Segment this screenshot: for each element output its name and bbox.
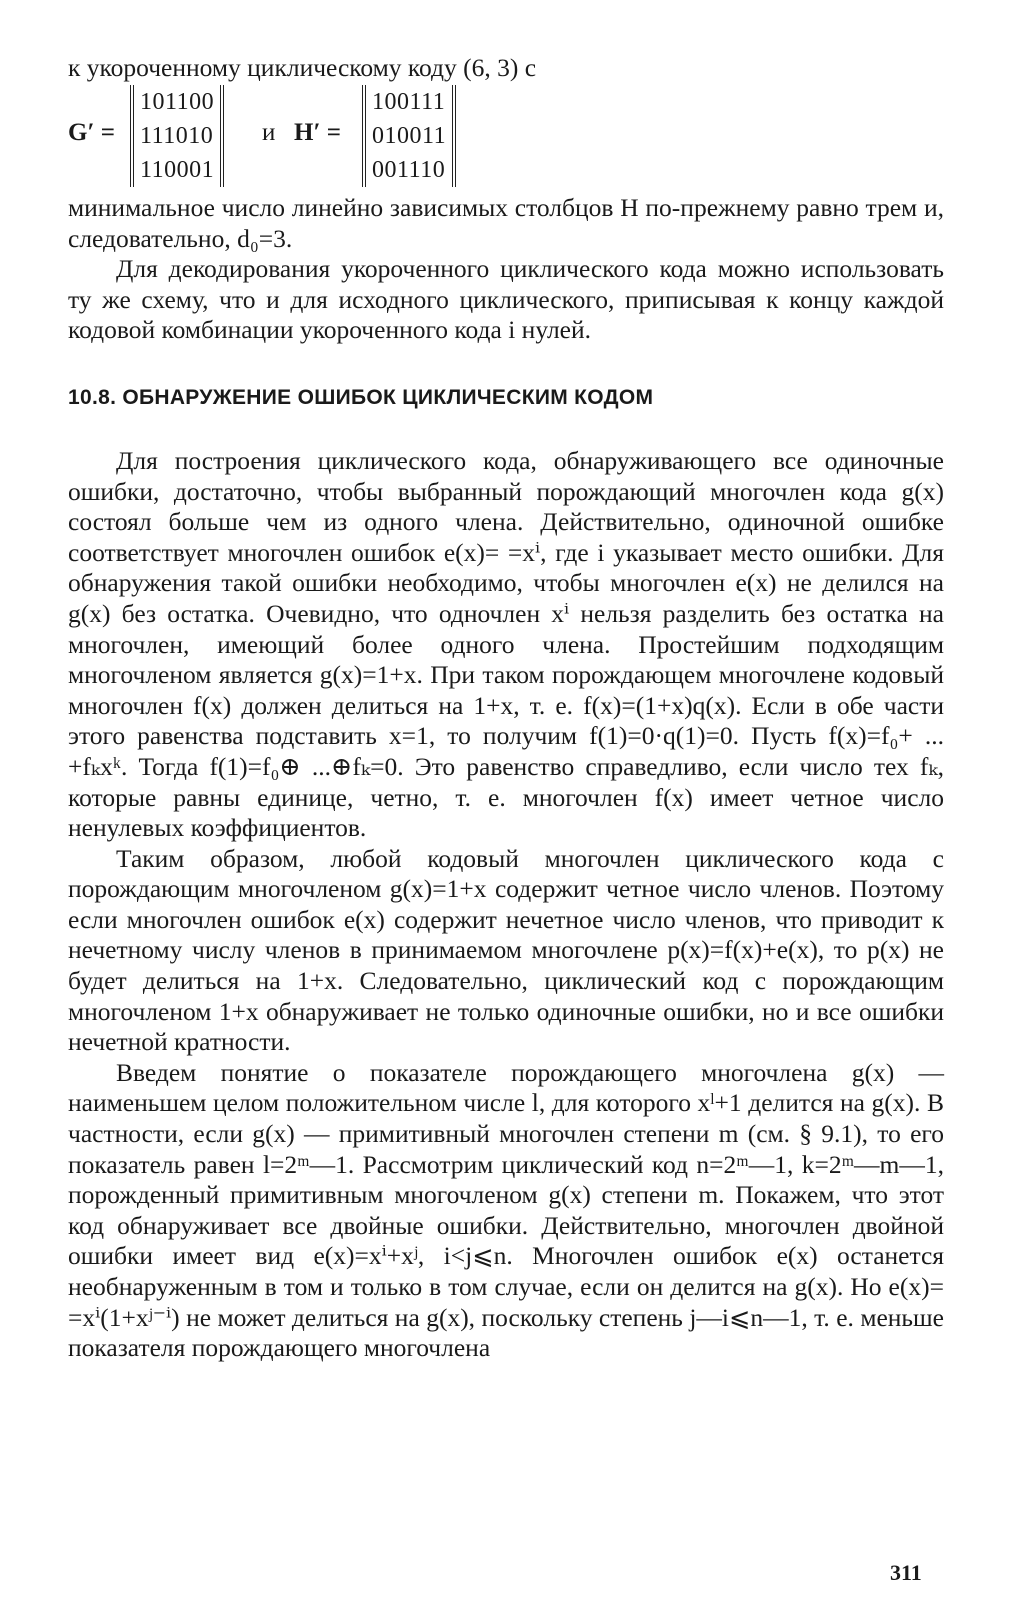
paragraph: минимальное число линейно зависимых столбцов H по-прежнему равно трем и, следовательно, d₀=3.: [68, 193, 944, 253]
matrix-h-row: 010011: [372, 123, 447, 149]
matrix-and-word: и: [262, 119, 276, 146]
matrix-g: [130, 85, 224, 187]
page-number: 311: [890, 1560, 922, 1585]
matrix-g-label: G′ =: [68, 119, 115, 146]
intro-line: к укороченному циклическому коду (6, 3) с: [68, 53, 537, 82]
matrix-h: [362, 85, 456, 187]
matrix-g-row: 111010: [140, 123, 214, 149]
page-content: [68, 52, 944, 1364]
paragraph: Таким образом, любой кодовый многочлен циклического кода с порождающим многочленом g(x)=1+x содержит четное число членов. Поэтому если многочлен ошибок e(x) содержит нечетное число членов, что приводит к нечетному числу членов в принимаемом многочлене p(x)=f(x)+e(x), то p(x) не будет делиться на 1+x. Следовательно, циклический код с порождающим многочленом 1+x обнаруживает не только одиночные ошибки, но и все ошибки нечетной кратности.: [68, 843, 944, 1057]
paragraph: Для построения циклического кода, обнаруживающего все одиночные ошибки, достаточно, чтобы выбранный порождающий многочлен кода g(x) состоял больше чем из одного члена. Действительно, одиночной ошибке соответствует многочлен ошибок e(x)= =xⁱ, где i указывает место ошибки. Для обнаружения такой ошибки необходимо, чтобы многочлен e(x) не делился на g(x) без остатка. Очевидно, что одночлен xⁱ нельзя разделить без остатка на многочлен, имеющий более одного члена. Простейшим подходящим многочленом является g(x)=1+x. При таком порождающем многочлене кодовый многочлен f(x) должен делиться на 1+x, т. е. f(x)=(1+x)q(x). Если в обе части этого равенства подставить x=1, то получим f(1)=0·q(1)=0. Пусть f(x)=f₀+ ... +fₖxᵏ. Тогда f(1)=f₀⊕ ...⊕fₖ=0. Это равенство справедливо, если число тех fₖ, которые равны единице, четно, т. е. многочлен f(x) имеет четное число ненулевых коэффициентов.: [68, 445, 944, 843]
paragraph: Для декодирования укороченного циклического кода можно использовать ту же схему, что и для исходного циклического, приписывая к концу каждой кодовой комбинации укороченного кода i нулей.: [68, 254, 944, 345]
paragraph: Введем понятие о показателе порождающего многочлена g(x) — наименьшем целом положительном числе l, для которого xˡ+1 делится на g(x). В частности, если g(x) — примитивный многочлен степени m (см. § 9.1), то его показатель равен l=2ᵐ—1. Рассмотрим циклический код n=2ᵐ—1, k=2ᵐ—m—1, порожденный примитивным многочленом g(x) степени m. Покажем, что этот код обнаруживает все двойные ошибки. Действительно, многочлен двойной ошибки имеет вид e(x)=xⁱ+xʲ, i<j⩽n. Многочлен ошибок e(x) останется необнаруженным в том и только в том случае, если он делится на g(x). Но e(x)= =xⁱ(1+xʲ⁻ⁱ) не может делиться на g(x), поскольку степень j—i⩽n—1, т. е. меньше показателя порождающего многочлена: [68, 1057, 944, 1363]
section-heading: 10.8. ОБНАРУЖЕНИЕ ОШИБОК ЦИКЛИЧЕСКИМ КОДОМ: [68, 385, 654, 409]
matrix-block: [68, 85, 944, 193]
matrix-h-row: 001110: [372, 157, 446, 183]
matrix-h-row: 100111: [372, 89, 446, 115]
matrix-g-row: 101100: [140, 89, 215, 115]
matrix-g-row: 110001: [140, 157, 215, 183]
matrix-h-label: H′ =: [294, 119, 341, 146]
